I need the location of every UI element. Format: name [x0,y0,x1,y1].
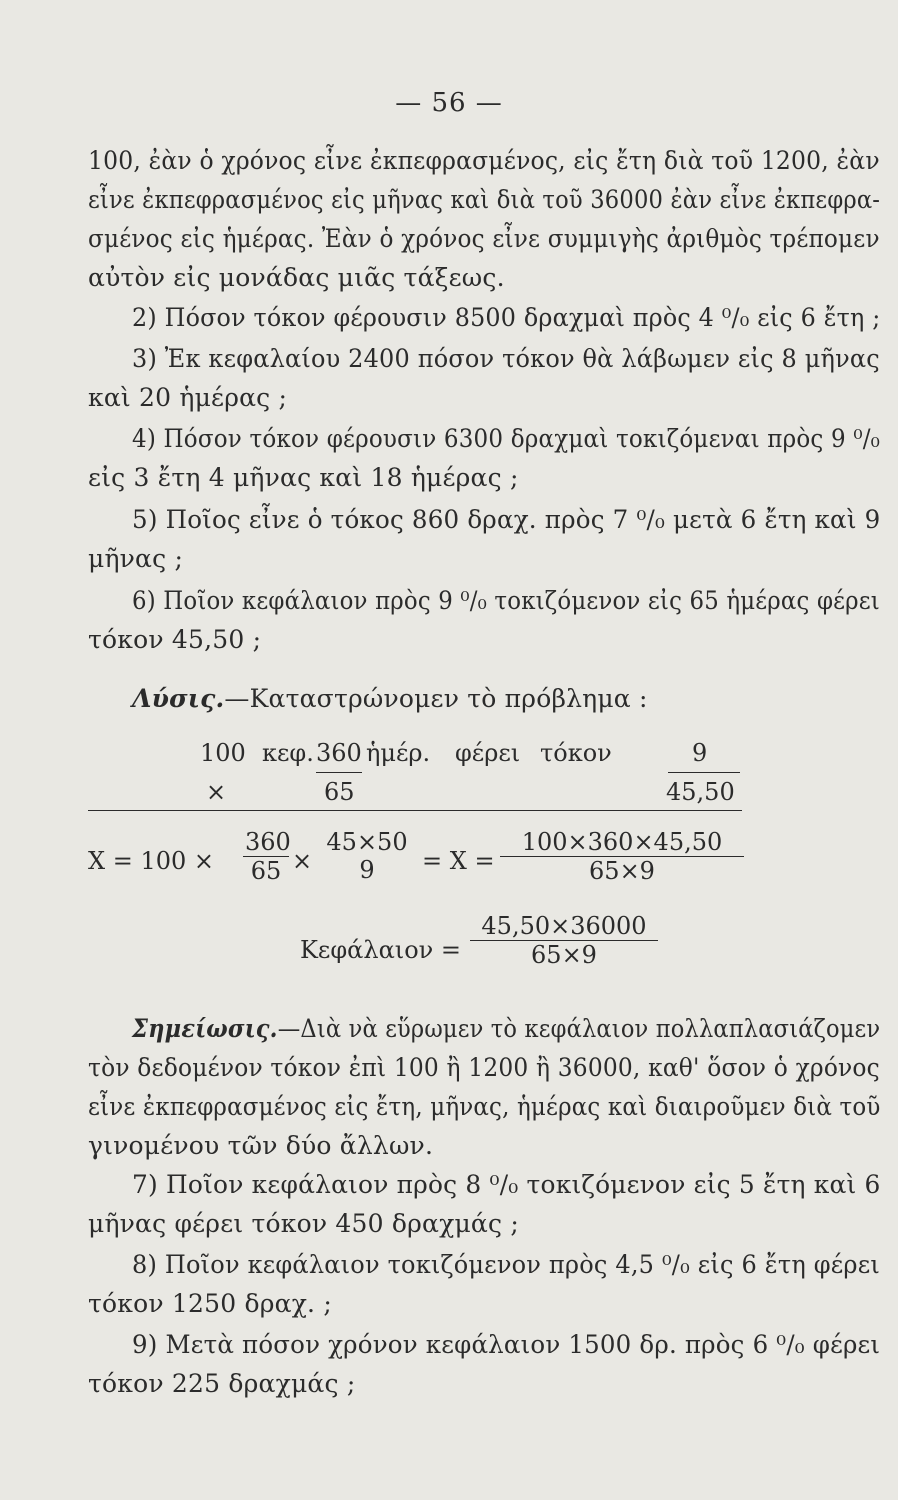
setup-hmer: ἡμέρ. [366,739,431,767]
eq1-f1-den: 65 [243,856,289,885]
setup-mark [316,772,362,773]
text-line: τόκον 1250 δραχ. ; [88,1289,332,1318]
setup-100: 100 [200,739,246,767]
note-line [132,1014,880,1044]
note-line: εἶνε ἐκπεφρασμένος εἰς ἔτη, μῆνας, ἡμέρας καὶ διαιροῦμεν διὰ τοῦ [88,1092,881,1121]
exercise-5: 5) Ποῖος εἶνε ὁ τόκος 860 δραχ. πρὸς 7 ⁰/₀ μετὰ 6 ἔτη καὶ 9 [132,505,881,534]
eq2-frac [470,912,658,969]
eq1-lhs: X = 100 × [88,847,214,875]
eq1-f1-num: 360 [245,828,291,856]
note-line: γινομένου τῶν δύο ἄλλων. [88,1131,434,1160]
exercise-3: 3) Ἐκ κεφαλαίου 2400 πόσον τόκον θὰ λάβωμεν εἰς 8 μῆνας [132,344,880,373]
text-line: 100, ἐὰν ὁ χρόνος εἶνε ἐκπεφρασμένος, εἰς ἔτη διὰ τοῦ 1200, ἐὰν [88,146,880,175]
setup-tokon: τόκον [540,739,612,767]
eq1-times: × [292,847,313,875]
eq1-f3-num: 100×360×45,50 [521,828,723,856]
text-line: αὐτὸν εἰς μονάδας μιᾶς τάξεως. [88,263,505,292]
text-line: τόκον 225 δραχμάς ; [88,1369,356,1398]
text-line: τόκον 45,50 ; [88,625,262,654]
exercise-7: 7) Ποῖον κεφάλαιον πρὸς 8 ⁰/₀ τοκιζόμενον εἰς 5 ἔτη καὶ 6 [132,1170,881,1199]
eq2-num: 45,50×36000 [481,912,647,940]
exercise-2: 2) Πόσον τόκον φέρουσιν 8500 δραχμαὶ πρὸς 4 ⁰/₀ εἰς 6 ἔτη ; [132,303,881,332]
solution-label: Λύσις. [132,684,225,713]
eq1-f2-den: 9 [359,856,375,884]
note-line: τὸν δεδομένον τόκον ἐπὶ 100 ἢ 1200 ἢ 36000, καθ' ὅσον ὁ χρόνος [88,1053,880,1082]
setup-times: × [206,778,227,806]
eq1-f3-den: 65×9 [500,856,744,885]
solution-text: —Καταστρώνομεν τὸ πρόβλημα : [224,684,648,713]
setup-4550: 45,50 [666,778,735,806]
exercise-4: 4) Πόσον τόκον φέρουσιν 6300 δραχμαὶ τοκιζόμεναι πρὸς 9 ⁰/₀ [132,424,881,453]
text-line: μῆνας ; [88,544,184,573]
solution-heading [132,684,648,714]
text-line: εἶνε ἐκπεφρασμένος εἰς μῆνας καὶ διὰ τοῦ 36000 ἐὰν εἶνε ἐκπεφρα- [88,185,881,214]
setup-mark [668,772,740,773]
page-number: — 56 — [395,88,503,118]
exercise-8: 8) Ποῖον κεφάλαιον τοκιζόμενον πρὸς 4,5 ⁰/₀ εἰς 6 ἔτη φέρει [132,1250,880,1279]
note-text: —Διὰ νὰ εὕρωμεν τὸ κεφάλαιον πολλαπλασιάζομεν [277,1014,881,1043]
setup-rule [88,810,742,811]
eq1-f2-num: 45×50 [326,828,408,856]
text-line: καὶ 20 ἡμέρας ; [88,383,288,412]
setup-65: 65 [324,778,355,806]
eq1-frac-1 [243,828,289,885]
setup-kef: κεφ. [262,739,314,767]
text-line: σμένος εἰς ἡμέρας. Ἐὰν ὁ χρόνος εἶνε συμμιγὴς ἀριθμὸς τρέπομεν [88,224,880,253]
text-line: μῆνας φέρει τόκον 450 δραχμάς ; [88,1209,519,1238]
exercise-6: 6) Ποῖον κεφάλαιον πρὸς 9 ⁰/₀ τοκιζόμενον εἰς 65 ἡμέρας φέρει [132,586,880,615]
setup-360: 360 [316,739,362,767]
exercise-9: 9) Μετὰ πόσον χρόνον κεφάλαιον 1500 δρ. πρὸς 6 ⁰/₀ φέρει [132,1330,881,1359]
setup-ferei: φέρει [455,739,521,767]
eq2-lhs: Κεφάλαιον = [300,936,461,964]
eq1-mid: = X = [422,847,495,875]
setup-9: 9 [692,739,708,767]
text-line: εἰς 3 ἔτη 4 μῆνας καὶ 18 ἡμέρας ; [88,463,519,492]
note-label: Σημείωσις. [132,1014,278,1043]
eq1-frac-2 [322,828,412,884]
eq1-frac-3 [500,828,744,885]
eq2-den: 65×9 [470,940,658,969]
